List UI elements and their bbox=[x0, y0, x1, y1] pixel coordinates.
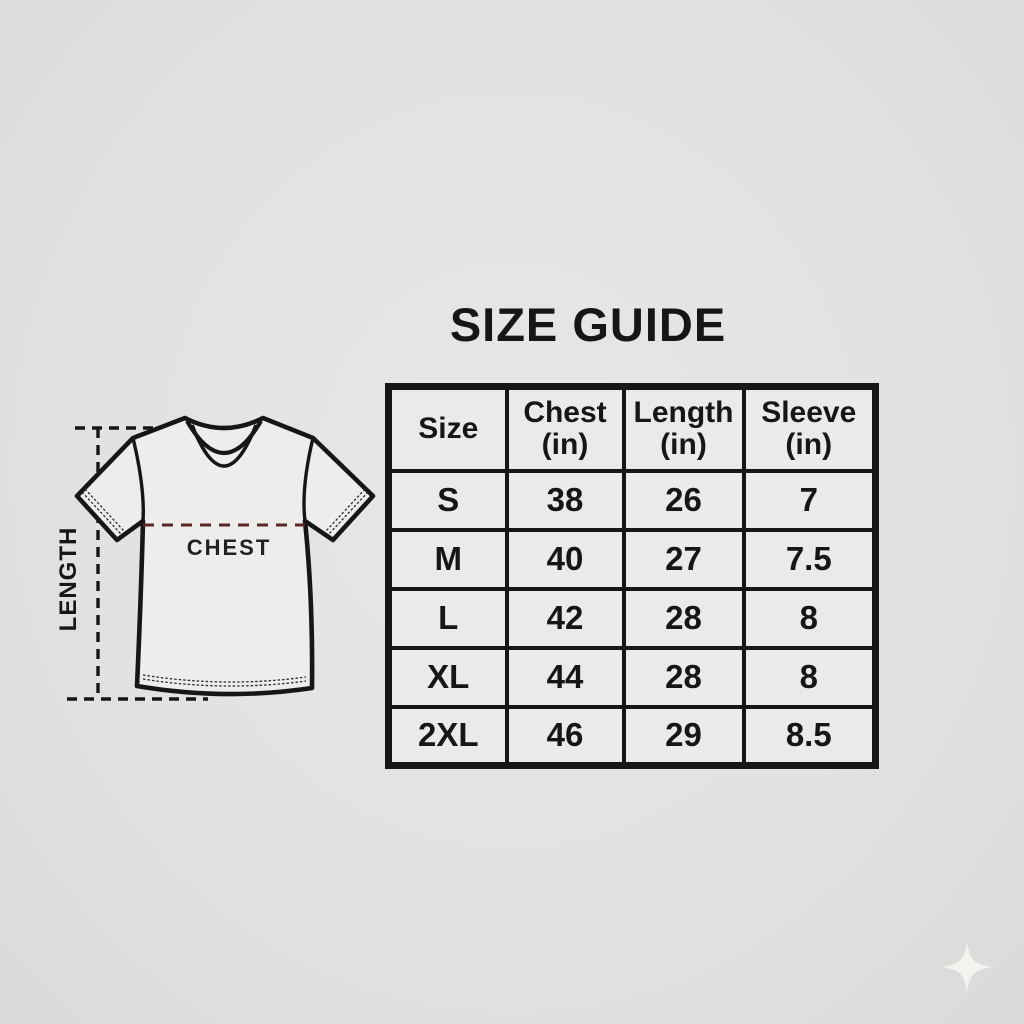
table-row-s bbox=[389, 471, 876, 530]
page-title: SIZE GUIDE bbox=[449, 298, 727, 351]
table-row-l bbox=[389, 589, 876, 648]
tshirt-diagram bbox=[45, 398, 385, 720]
cell-sleeve: 7.5 bbox=[744, 530, 876, 589]
cell-chest: 42 bbox=[507, 589, 624, 648]
cell-chest: 38 bbox=[507, 471, 624, 530]
size-table bbox=[385, 383, 879, 769]
cell-chest: 44 bbox=[507, 648, 624, 707]
cell-length: 29 bbox=[624, 707, 744, 766]
cell-length: 28 bbox=[624, 589, 744, 648]
cell-size: 2XL bbox=[389, 707, 507, 766]
cell-chest: 46 bbox=[507, 707, 624, 766]
cell-size: S bbox=[389, 471, 507, 530]
table-row-m bbox=[389, 530, 876, 589]
cell-sleeve: 8 bbox=[744, 589, 876, 648]
cell-size: XL bbox=[389, 648, 507, 707]
cell-length: 28 bbox=[624, 648, 744, 707]
col-header-length: Length (in) bbox=[624, 387, 744, 471]
cell-sleeve: 8 bbox=[744, 648, 876, 707]
cell-length: 26 bbox=[624, 471, 744, 530]
table-row-xl bbox=[389, 648, 876, 707]
cell-sleeve: 8.5 bbox=[744, 707, 876, 766]
col-header-sleeve: Sleeve (in) bbox=[744, 387, 876, 471]
cell-chest: 40 bbox=[507, 530, 624, 589]
table-row-2xl bbox=[389, 707, 876, 766]
size-table-header-row bbox=[389, 387, 876, 471]
cell-size: M bbox=[389, 530, 507, 589]
cell-sleeve: 7 bbox=[744, 471, 876, 530]
cell-length: 27 bbox=[624, 530, 744, 589]
chest-measure-label: CHEST bbox=[186, 535, 272, 560]
cell-size: L bbox=[389, 589, 507, 648]
col-header-size: Size bbox=[389, 387, 507, 471]
sparkle-icon bbox=[939, 939, 995, 995]
col-header-chest: Chest (in) bbox=[507, 387, 624, 471]
length-measure-label: LENGTH bbox=[55, 526, 82, 632]
